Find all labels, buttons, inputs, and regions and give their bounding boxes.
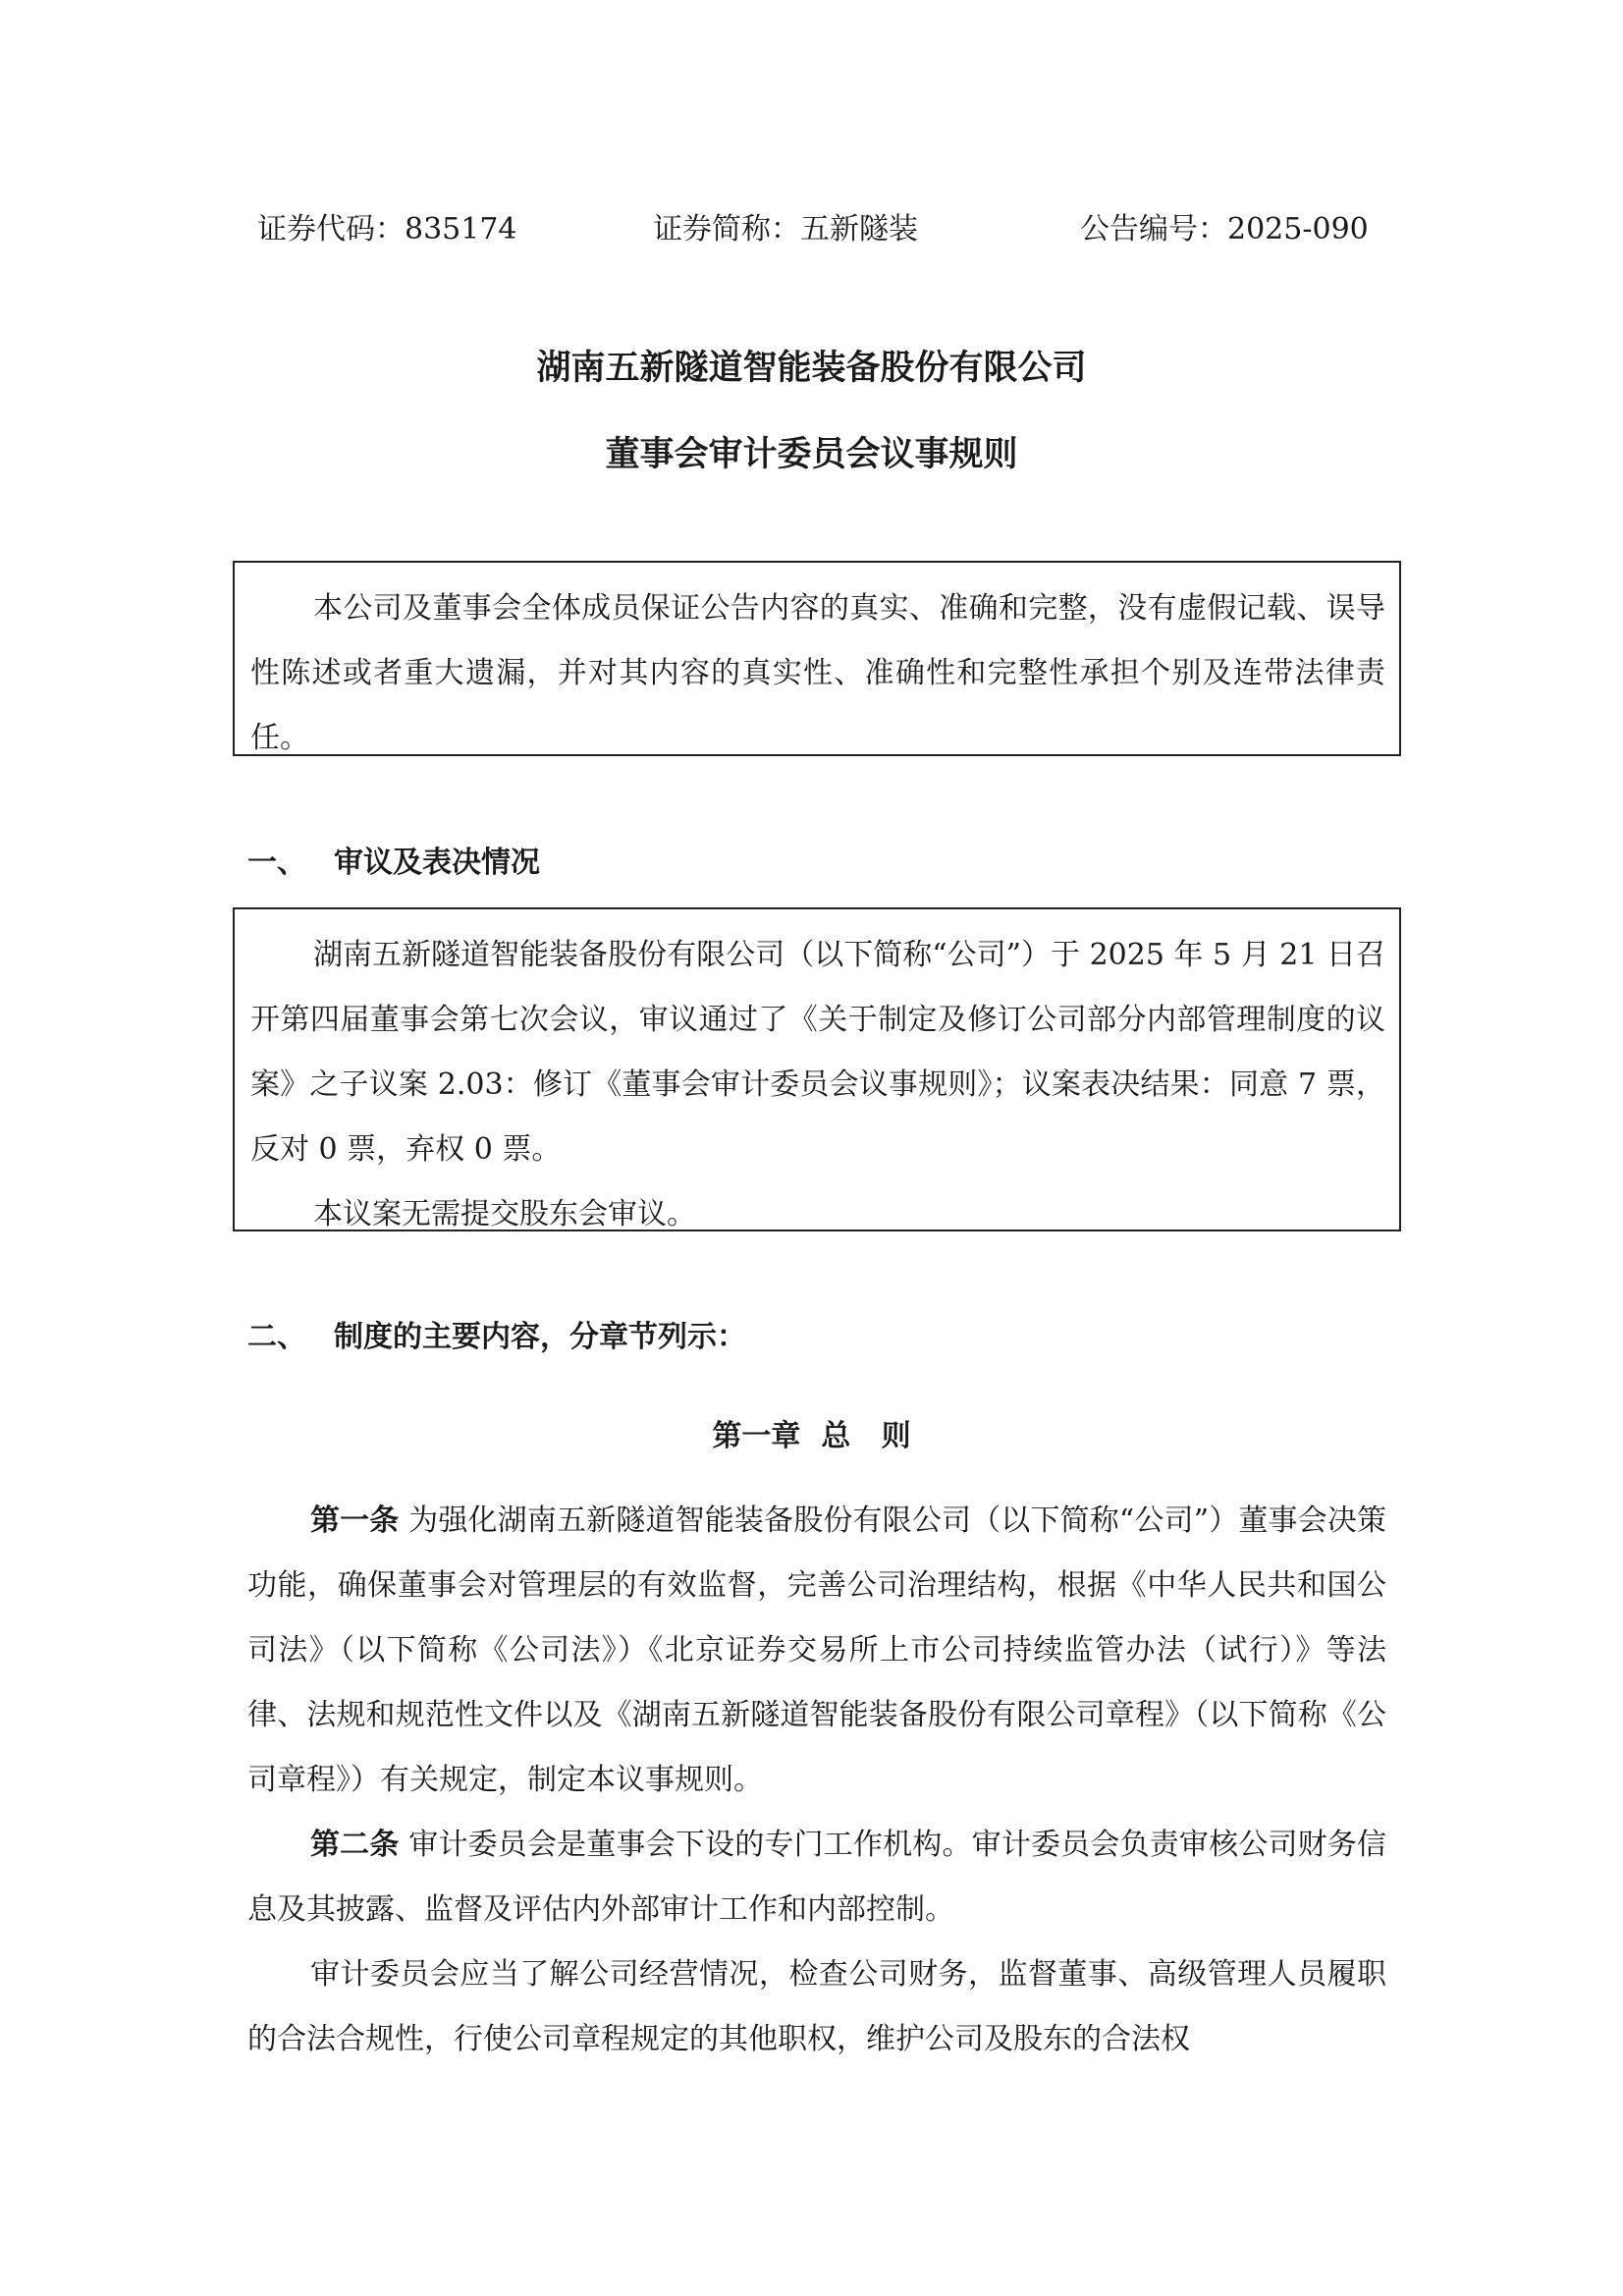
article-text: 为强化湖南五新隧道智能装备股份有限公司（以下简称“公司”）董事会决策功能，确保董事会对管理层的有效监督，完善公司治理结构，根据《中华人民共和国公司法》（以下简称《公司法》）《北京证券交易所上市公司持续监管办法（试行）》等法律、法规和规范性文件以及《湖南五新隧道智能装备股份有限公司章程》（以下简称《公司章程》）有关规定，制定本议事规则。 [247, 1503, 1386, 1797]
section-heading-review [247, 842, 540, 885]
responsibility-statement-box [233, 561, 1401, 756]
chapter-title: 第一章 总 则 [712, 1419, 911, 1453]
section-heading-content [247, 1316, 746, 1359]
section-title: 审议及表决情况 [334, 846, 540, 880]
responsibility-statement: 本公司及董事会全体成员保证公告内容的真实、准确和完整，没有虚假记载、误导性陈述或者重大遗漏，并对其内容的真实性、准确性和完整性承担个别及连带法律责任。 [250, 591, 1385, 755]
announcement-number: 公告编号：2025-090 [1080, 212, 1369, 246]
article-text: 审计委员会是董事会下设的专门工作机构。审计委员会负责审核公司财务信息及其披露、监督及评估内外部审计工作和内部控制。 [247, 1828, 1386, 1927]
chapter-body [247, 1489, 1386, 2072]
company-title: 湖南五新隧道智能装备股份有限公司 [536, 349, 1087, 388]
body-paragraph: 审计委员会应当了解公司经营情况，检查公司财务，监督董事、高级管理人员履职的合法合规性，行使公司章程规定的其他职权，维护公司及股东的合法权 [247, 1957, 1386, 2056]
article-paragraph [247, 1813, 1386, 1942]
section-number: 二、 [247, 1320, 306, 1354]
review-note: 本议案无需提交股东会审议。 [313, 1197, 696, 1231]
stock-code: 证券代码：835174 [257, 212, 517, 246]
document-title: 董事会审计委员会议事规则 [605, 435, 1018, 474]
stock-short-name: 证券简称：五新隧装 [653, 212, 918, 246]
article-paragraph [247, 1489, 1386, 1813]
article-label: 第一条 [310, 1503, 400, 1538]
review-paragraph: 湖南五新隧道智能装备股份有限公司（以下简称“公司”）于 2025 年 5 月 21 日召开第四届董事会第七次会议，审议通过了《关于制定及修订公司部分内部管理制度的议案》之子议案 2.03：修订《董事会审计委员会议事规则》；议案表决结果：同意 7 票，反对 0 票，弃权 0 票。 [250, 938, 1385, 1167]
section-title: 制度的主要内容，分章节列示： [334, 1320, 746, 1354]
review-result-box [233, 907, 1401, 1231]
section-number: 一、 [247, 846, 306, 880]
article-label: 第二条 [310, 1828, 400, 1862]
